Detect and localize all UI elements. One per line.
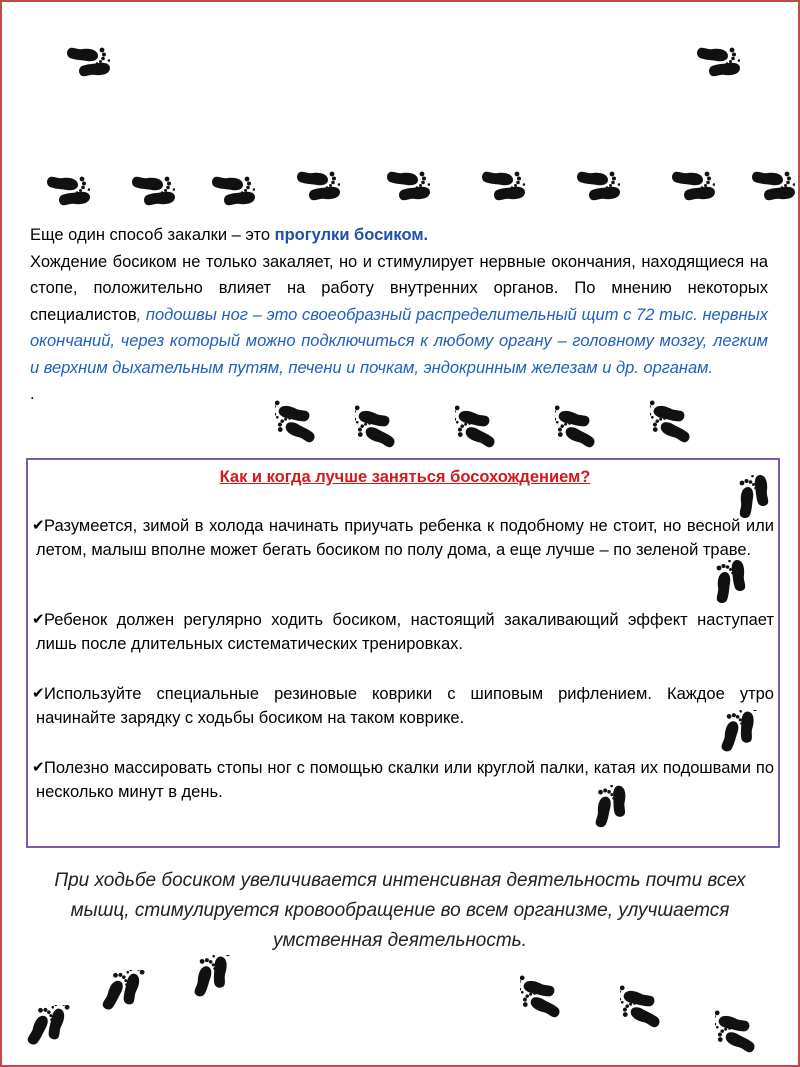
- footprint-pair-icon: [715, 1010, 765, 1060]
- footprint-pair-icon: [355, 405, 405, 455]
- tip-text: Полезно массировать стопы ног с помощью скалки или круглой палки, катая их подошвами по несколько минут в день.: [36, 759, 774, 801]
- footprint-pair-icon: [60, 36, 110, 86]
- intro-paragraph-plain: Хождение босиком не только закаляет, но и стимулирует нервные окончания, находящиеся на стопе, положительно влияет на работу внутренних органов. По мнению некоторых специалистов: [30, 252, 768, 324]
- footprint-pair-icon: [205, 165, 255, 215]
- checkmark-icon: ✔: [32, 611, 45, 628]
- tip-text: Разумеется, зимой в холода начинать приучать ребенка к подобному не стоит, но весной или летом, малыш вполне может бегать босиком по полу дома, а еще лучше – по зеленой траве.: [36, 517, 774, 559]
- footprint-pair-icon: [745, 160, 795, 210]
- tip-item: [32, 682, 774, 730]
- footprint-pair-icon: [40, 165, 90, 215]
- tip-text: Используйте специальные резиновые коврики с шиповым рифлением. Каждое утро начинайте зарядку с ходьбы босиком на таком коврике.: [36, 685, 774, 727]
- footprint-pair-icon: [290, 160, 340, 210]
- tip-item: [32, 756, 774, 804]
- footprint-pair-icon: [95, 970, 145, 1020]
- footprint-pair-icon: [20, 1005, 70, 1055]
- footprint-pair-icon: [520, 975, 570, 1025]
- tip-item: [32, 514, 774, 562]
- intro-lead-text: Еще один способ закалки – это: [30, 226, 275, 244]
- tips-title: Как и когда лучше заняться босохождением?: [219, 468, 591, 486]
- footprint-pair-icon: [125, 165, 175, 215]
- intro-paragraph-emphasis: , подошвы ног – это своеобразный распределительный щит с 72 тыс. нервных окончаний, через который можно подключиться к любому органу – головному мозгу, легким и верхним дыхательным путям, печени и почкам, эндокринным железам и др. органам.: [30, 305, 768, 377]
- checkmark-icon: ✔: [32, 759, 45, 776]
- footprint-pair-icon: [380, 160, 430, 210]
- footprint-pair-icon: [570, 160, 620, 210]
- checkmark-icon: ✔: [32, 517, 45, 534]
- intro-paragraph: [30, 249, 768, 382]
- intro-lead: [30, 222, 768, 249]
- footprint-pair-icon: [650, 400, 700, 450]
- footprint-pair-icon: [185, 955, 235, 1005]
- footprint-pair-icon: [275, 400, 325, 450]
- tips-box: [26, 458, 780, 848]
- checkmark-icon: ✔: [32, 685, 45, 702]
- tip-text: Ребенок должен регулярно ходить босиком, настоящий закаливающий эффект наступает лишь после длительных систематических тренировках.: [36, 611, 774, 653]
- closing-statement: При ходьбе босиком увеличивается интенсивная деятельность почти всех мышц, стимулируется кровообращение во всем организме, улучшается умственная деятельность.: [54, 870, 746, 951]
- intro-highlight: прогулки босиком.: [274, 226, 429, 244]
- footprint-pair-icon: [475, 160, 525, 210]
- footprint-pair-icon: [690, 36, 740, 86]
- intro-section: [30, 222, 768, 408]
- footprint-pair-icon: [455, 405, 505, 455]
- footprint-pair-icon: [665, 160, 715, 210]
- footprint-pair-icon: [555, 405, 605, 455]
- footprint-pair-icon: [620, 985, 670, 1035]
- tip-item: [32, 608, 774, 656]
- intro-trailing-dot: .: [30, 385, 35, 403]
